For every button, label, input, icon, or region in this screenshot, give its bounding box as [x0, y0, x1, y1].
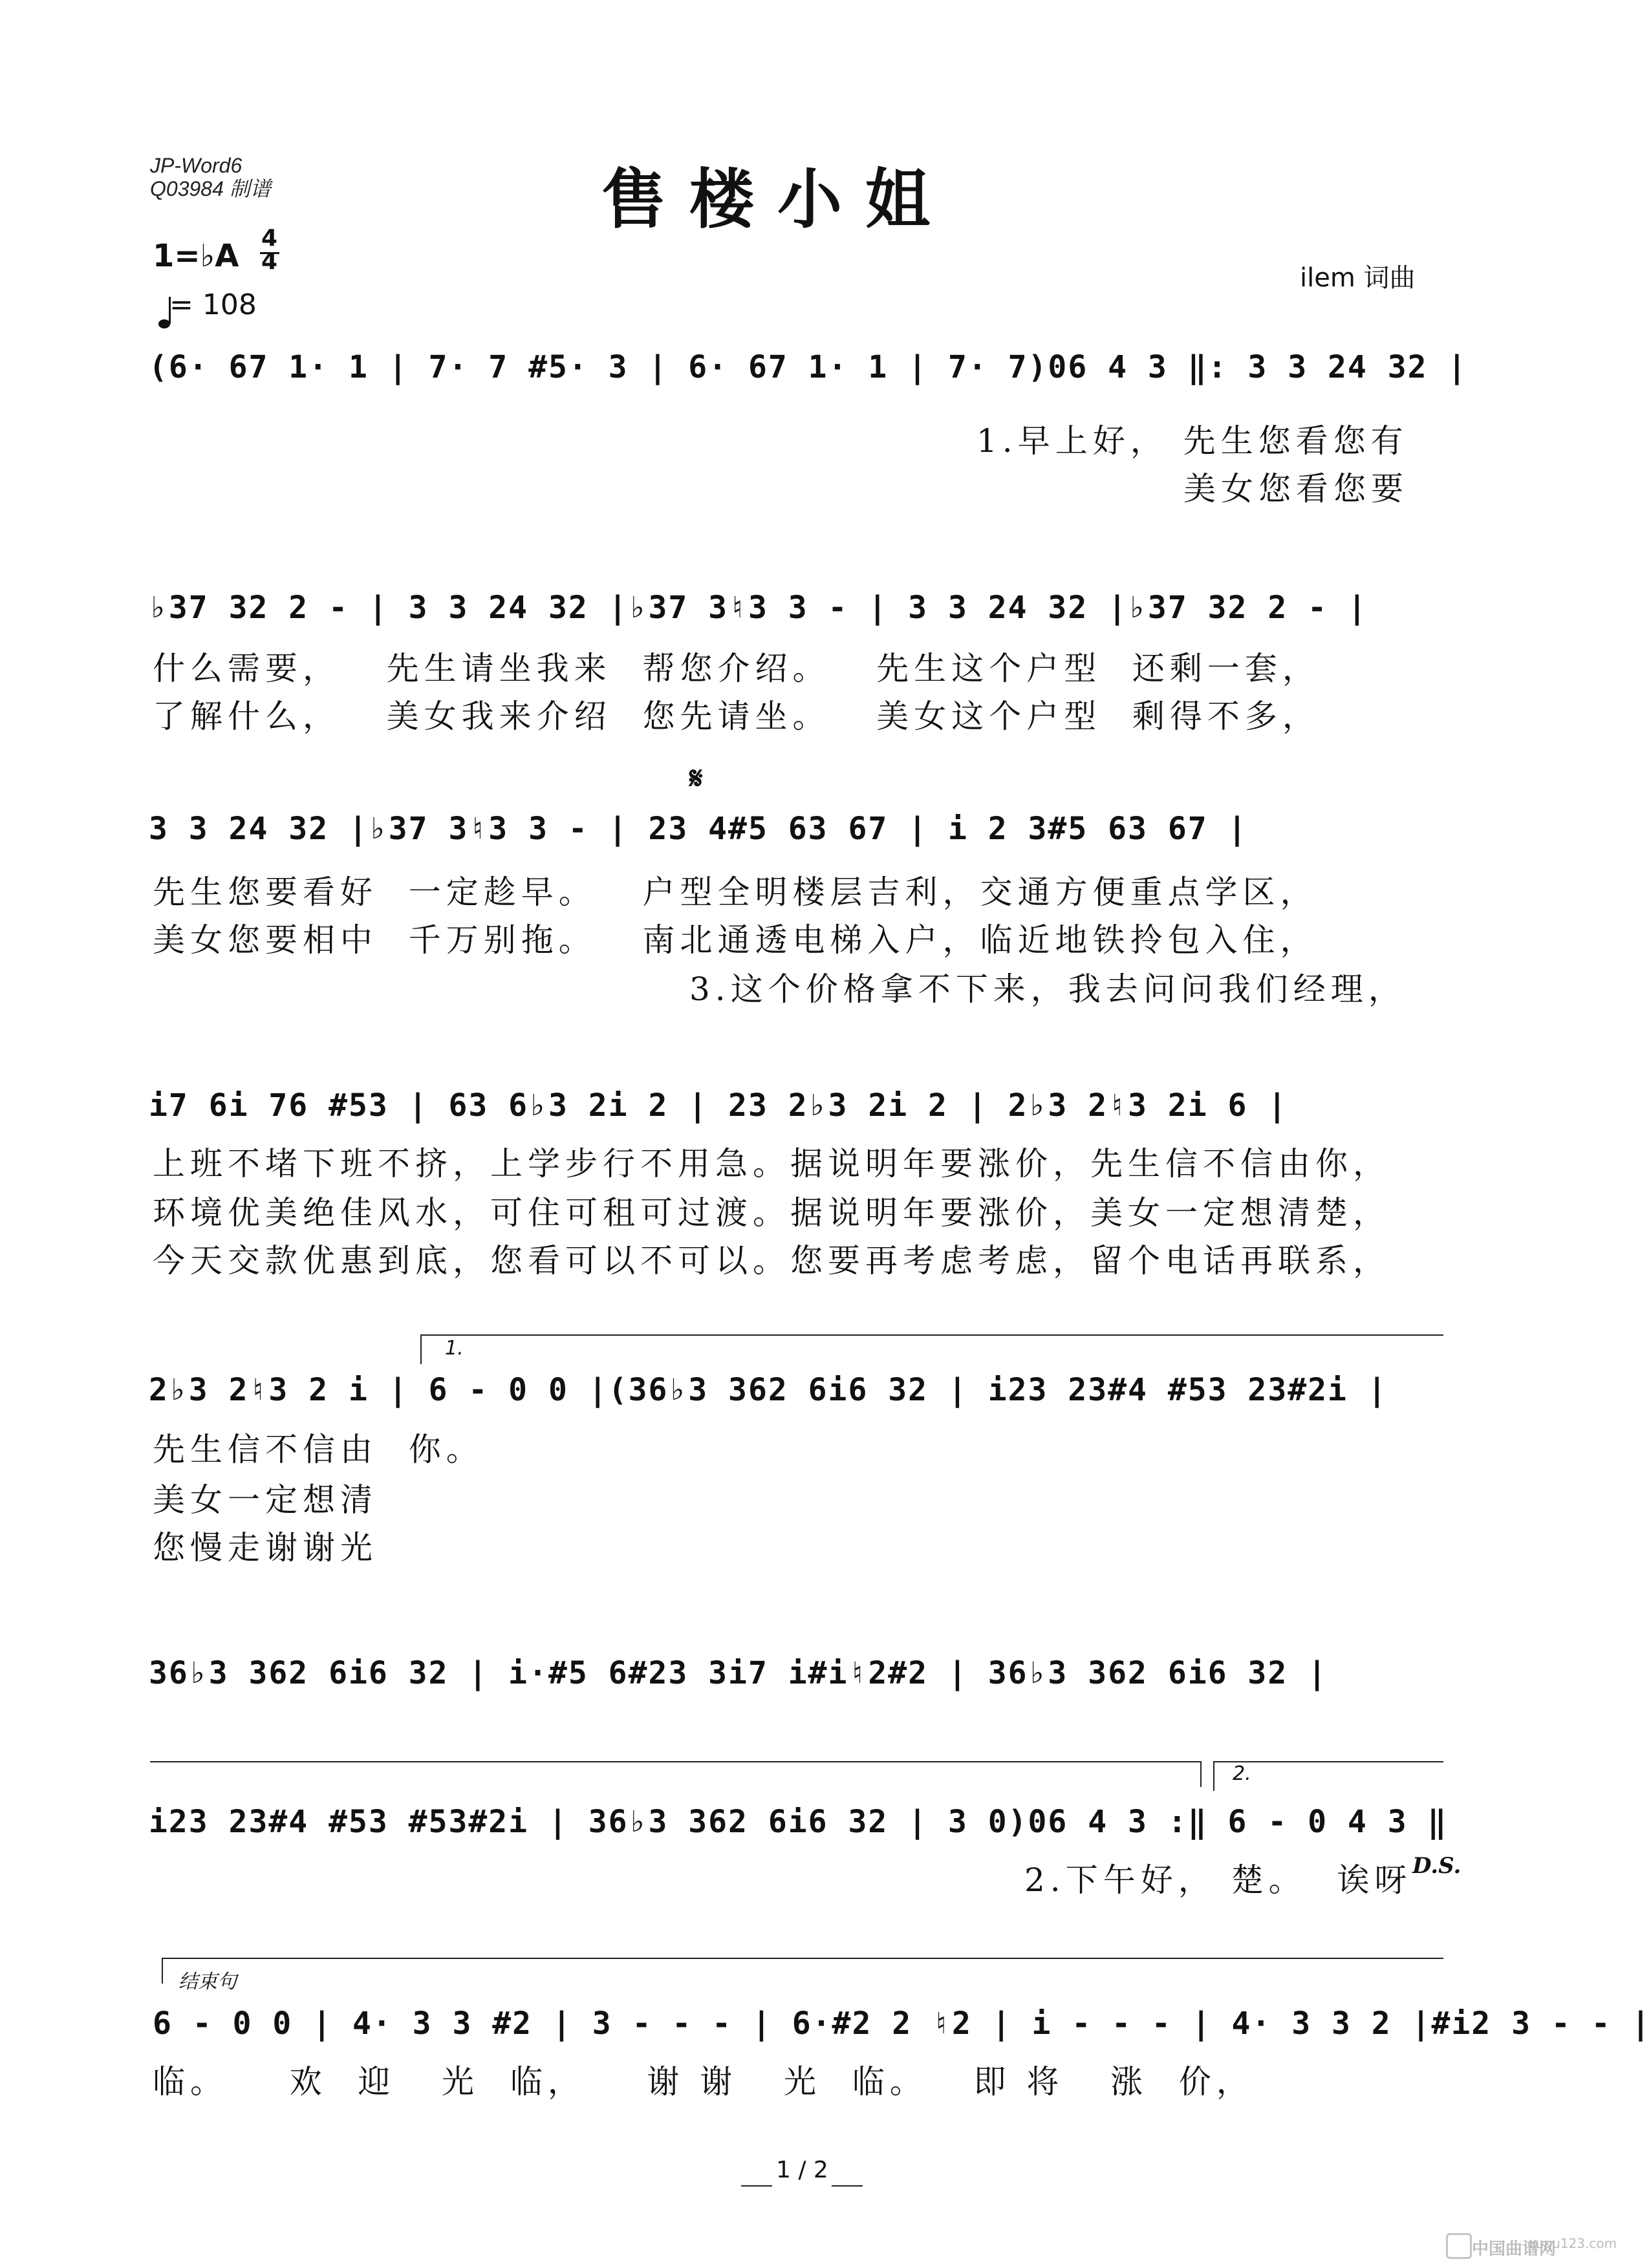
lyric-row-4-line-2: 环境优美绝佳风水，可住可租可过渡。据说明年要涨价，美女一定想清楚， — [153, 1194, 1390, 1232]
lyric-row-4-line-3: 今天交款优惠到底，您看可以不可以。您要再考虑考虑，留个电话再联系， — [153, 1242, 1390, 1279]
time-signature-divider — [260, 252, 279, 254]
lyric-row-8-line-1: 临。 欢 迎 光 临， 谢 谢 光 临。 即 将 涨 价， — [153, 2063, 1254, 2101]
lyric-row-4-line-1: 上班不堵下班不挤，上学步行不用急。据说明年要涨价，先生信不信由你， — [153, 1145, 1390, 1182]
notation-row-2: ♭37 32 2 - | 3 3 24 32 |♭37 3♮3 3 - | 3 3 24 32 |♭37 32 2 - | — [149, 590, 1368, 626]
lyric-row-3-line-1: 先生您要看好 一定趁早。 户型全明楼层吉利，交通方便重点学区， — [153, 873, 1318, 911]
lyric-row-2-line-2: 了解什么， 美女我来介绍 您先请坐。 美女这个户型 剩得不多， — [153, 698, 1320, 735]
lyric-row-1-line-2: 美女您看您要 — [1183, 470, 1408, 508]
page-number-rule-left — [741, 2185, 772, 2187]
volta-1-continuation — [150, 1761, 1200, 1762]
notation-row-7: i23 23#4 #53 #53#2i | 36♭3 362 6i6 32 | 3 0)06 4 3 :‖ 6 - 0 4 3 ‖ — [149, 1804, 1448, 1840]
lyric-row-3-line-2: 美女您要相中 千万别拖。 南北通透电梯入户，临近地铁拎包入住， — [153, 921, 1318, 959]
time-signature-top: 4 — [261, 225, 278, 251]
lyric-row-1-line-1: 1.早上好， 先生您看您有 — [977, 422, 1408, 460]
watermark-url: qupu123.com — [1527, 2236, 1617, 2251]
coda-bracket-start — [162, 1958, 163, 1984]
lyric-row-5-line-2: 美女一定想清 — [153, 1481, 378, 1519]
lyric-row-2-line-1: 什么需要， 先生请坐我来 帮您介绍。 先生这个户型 还剩一套， — [153, 650, 1320, 687]
notation-row-8: 6 - 0 0 | 4· 3 3 #2 | 3 - - - | 6·#2 2 ♮2 | i - - - | 4· 3 3 2 |#i2 3 - - | — [153, 2006, 1651, 2042]
notation-row-5: 2♭3 2♮3 2 i | 6 - 0 0 |(36♭3 362 6i6 32 | i23 23#4 #53 23#2i | — [149, 1372, 1388, 1408]
time-signature-bottom: 4 — [261, 248, 278, 275]
maker-label: Q03984 制谱 — [150, 177, 271, 200]
coda-label: 结束句 — [178, 1971, 237, 1993]
page-number-rule-right — [832, 2185, 863, 2187]
composer-credit: ilem 词曲 — [1300, 263, 1416, 293]
lyric-row-7-line-1: 2.下午好， 楚。 诶呀 — [1024, 1861, 1412, 1899]
volta-2-label: 2. — [1233, 1762, 1251, 1785]
notation-row-4: i7 6i 76 #53 | 63 6♭3 2i 2 | 23 2♭3 2i 2 | 2♭3 2♮3 2i 6 | — [149, 1087, 1288, 1124]
software-label: JP-Word6 — [150, 154, 243, 177]
watermark-text: 中国曲谱网 — [1472, 2240, 1557, 2259]
page-title: 售楼小姐 — [601, 161, 953, 237]
page-number: 1 / 2 — [776, 2157, 828, 2183]
volta-1-bracket — [420, 1334, 1443, 1336]
coda-bracket — [162, 1958, 1443, 1959]
tempo-marking: = 108 — [169, 288, 257, 321]
volta-1-bracket-end — [1200, 1761, 1202, 1787]
notation-row-1: (6· 67 1· 1 | 7· 7 #5· 3 | 6· 67 1· 1 | 7· 7)06 4 3 ‖: 3 3 24 32 | — [149, 349, 1468, 385]
volta-2-bracket-start — [1213, 1761, 1214, 1791]
segno-sign: 𝄋 — [689, 760, 703, 797]
lyric-row-3-line-3: 3.这个价格拿不下来，我去问问我们经理， — [689, 970, 1406, 1008]
lyric-row-5-line-1: 先生信不信由 你。 — [153, 1431, 484, 1468]
lyric-row-5-line-3: 您慢走谢谢光 — [153, 1529, 378, 1567]
watermark-logo-icon — [1446, 2233, 1472, 2259]
volta-1-bracket-start — [420, 1334, 422, 1364]
notation-row-3: 3 3 24 32 |♭37 3♮3 3 - | 23 4#5 63 67 | i 2 3#5 63 67 | — [149, 811, 1248, 847]
notation-row-6: 36♭3 362 6i6 32 | i·#5 6#23 3i7 i#i♮2#2 | 36♭3 362 6i6 32 | — [149, 1655, 1328, 1691]
key-signature: 1=♭A — [153, 238, 239, 274]
volta-1-label: 1. — [445, 1337, 464, 1360]
ds-marking: D.S. — [1412, 1853, 1462, 1879]
